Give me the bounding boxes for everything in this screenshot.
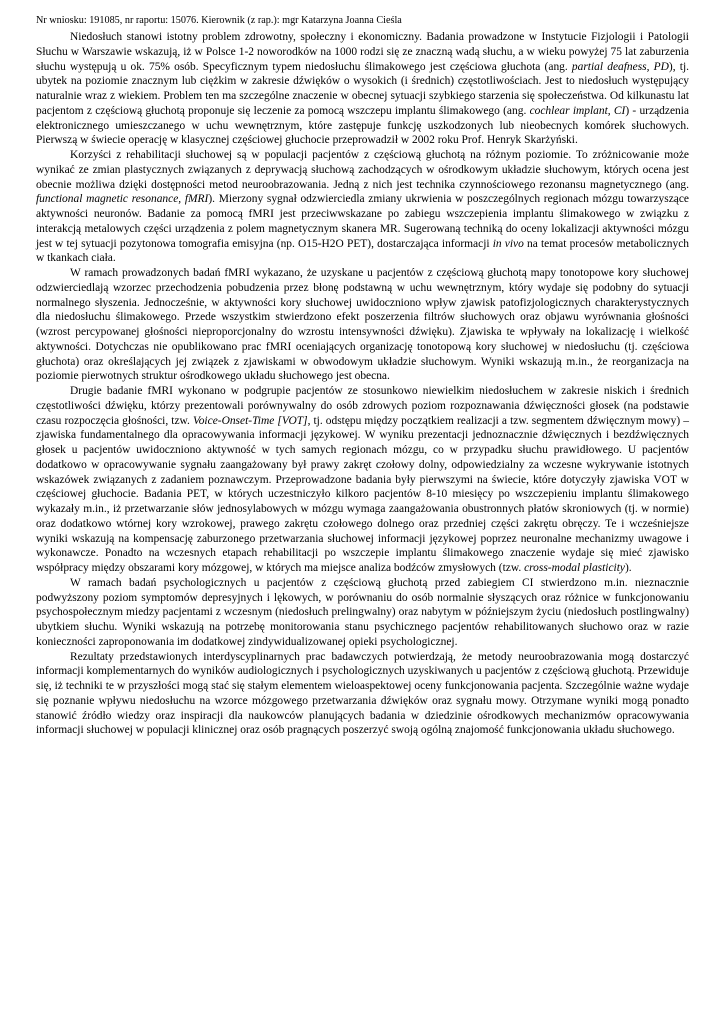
text-run: ) - urządzenia elektronicznego umieszczanego w uchu wewnętrznym, które zastępuje funkcję uszkodzonych lub nieobecnych komórek słuchowych. Pierwszą w świecie operację w klasycznej częściowej głuchocie przeprowadził w 2002 roku Prof. Henryk Skarżyński. <box>36 104 689 147</box>
text-run: Drugie badanie fMRI wykonano w podgrupie pacjentów ze stosunkowo niewielkim niedosłuchem w zakresie niskich i średnich częstotliwości dźwięku, którzy prezentowali porównywalny do osób zdrowych poziom rozpoznawania dźwięczności głosek (na podstawie czasu rozpoczęcia głośności, tzw. <box>36 385 689 427</box>
text-run: ). <box>624 562 632 574</box>
paragraph-psychology <box>36 576 689 650</box>
text-run: W ramach prowadzonych badań fMRI wykazano, że uzyskane u pacjentów z częściową głuchotą mapy tonotopowe kory słuchowej odzwierciedlają wzorzec przechodzenia pobudzenia przez błonę podstawną w uchu wewnętrznym, który wydaje się podobny do sytuacji normalnego słyszenia. Jednocześnie, w aktywności kory słuchowej uwidoczniono wpływ zjawisk patofizjologicznych charakterystycznych dla niedosłuchu ślimakowego. Przede wszystkim stwierdzono efekt poszerzenia filtrów słuchowych oraz objawu wyrównania głośności (wzrost percypowanej głośności nieproporcjonalny do wzrostu intensywności dźwięku). Zjawiska te wpływały na lokalizację i wielkość aktywności. Dotychczas nie opublikowano prac fMRI oceniających organizację tonotopową kory słuchowej w niedosłuchu (tj. częściowa głuchota) oraz określających jej związek z zjawiskami w obwodowym układzie słuchowym. Wyniki wskazują m.in., że reorganizacja na poziomie pierwotnych struktur ośrodkowego układu słuchowego jest obecna. <box>36 267 689 383</box>
text-run: W ramach badań psychologicznych u pacjentów z częściową głuchotą przed zabiegiem CI stwierdzono m.in. nieznacznie podwyższony poziom symptomów depresyjnych i lękowych, w porównaniu do osób normalnie słyszących oraz różnice w funkcjonowaniu psychospołecznym miedzy pacjentami z wczesnym (niedosłuch prelingwalny) oraz nabytym w późniejszym życiu (niedosłuch postlingwalny) ubytkiem słuchu. Wyniki wskazują na potrzebę monitorowania stanu psychicznego pacjentów rehabilitowanych słuchowo oraz w razie konieczności zaproponowania im dodatkowej zindywidualizowanej opieki psychologicznej. <box>36 576 689 648</box>
italic-term: cross-modal plasticity <box>524 562 625 574</box>
paragraph-fmri-study-2 <box>36 384 689 576</box>
text-run: na temat procesów metabolicznych w tkankach ciała. <box>36 237 690 265</box>
italic-term: cochlear implant, CI <box>529 104 626 117</box>
italic-term: in vivo <box>492 237 524 250</box>
text-run: Korzyści z rehabilitacji słuchowej są w populacji pacjentów z częściową głuchotą na różnym poziomie. To zróżnicowanie może wynikać ze zmian plastycznych związanych z deprywacją słuchową zachodzących w ośrodkowym układzie słuchowym, których ocena jest obecnie możliwa dzięki dostępności metod neuroobrazowania. Jedną z nich jest technika czynnościowego rezonansu magnetycznego (ang. <box>36 149 689 191</box>
paragraph-conclusions <box>36 650 689 739</box>
italic-term: functional magnetic resonance, fMRI <box>36 193 209 206</box>
paragraph-fmri-study-1 <box>36 266 689 384</box>
text-run: Niedosłuch stanowi istotny problem zdrowotny, społeczny i ekonomiczny. Badania prowadzone w Instytucie Fizjologii i Patologii Słuchu w Warszawie wskazują, iż w Polsce 1-2 noworodków na 1000 rodzi się ze znaczną wadą słuchu, a w wieku powyżej 75 lat zaburzenia słuchu występują u ok. 75% osób. Specyficznym typem niedosłuchu ślimakowego jest częściowa głuchota (ang. <box>36 31 689 73</box>
italic-term: partial deafness, PD <box>571 60 669 73</box>
paragraph-methods <box>36 148 689 266</box>
text-run: , tj. odstępu między początkiem realizacji a tzw. segmentem dźwięcznym mowy) – zjawiska fundamentalnego dla opracowywania informacji językowej. W wyniku prezentacji jednoznacznie dźwięcznych i bezdźwięcznych głosek u pacjentów uwidoczniono aktywność w tych samych regionach mózgu, co w przypadku słuchu prawidłowego. U pacjentów dodatkowo w opracowywanie sygnału zaangażowany był prawy zakręt czołowy dolny, odpowiedzialny za wczesne wykrywanie istotnych wskazówek związanych z zadaniem poznawczym. Przeprowadzone badania były pierwszymi na świecie, które dotyczyły zjawiska VOT w częściowej głuchocie. Badania PET, w których uczestniczyło kilkoro pacjentów 8-10 miesięcy po wszczepieniu implantu ślimakowego wykazały m.in., iż przetwarzanie słów jednosylabowych w mózgu wymaga zaangażowania obustronnych płatów skroniowych (tj. w normie) oraz dodatkowo wtórnej kory wzrokowej, prawego zakrętu czołowego dolnego oraz przedniej części zakrętu obręczy. Te i wcześniejsze wyniki wskazują na kompensację zaburzonego przetwarzania słuchowej informacji językowej poprzez neuronalne mechanizmy uwagowe i wykonawcze. Ponadto na wczesnych etapach rehabilitacji po wszczepie implantu ślimakowego znaczenie wydaje się mieć zjawisko współpracy między obszarami kory mózgowej, w których ma miejsce analiza bodźców zmysłowych (tzw. <box>36 414 690 574</box>
text-run: ). Mierzony sygnał odzwierciedla zmiany ukrwienia w poszczególnych regionach mózgu towarzyszące aktywności neuronów. Badanie za pomocą fMRI jest przeciwwskazane po zabiegu wszczepienia implantu ślimakowego w związku z interakcją metalowych części urządzenia z polem magnetycznym skanera MR. Sugerowaną techniką do oceny lokalizacji aktywności mózgu jest w tej sytuacji pozytonowa tomografia emisyjna (np. O15-H2O PET), dostarczająca informacji <box>36 193 690 250</box>
report-header: Nr wniosku: 191085, nr raportu: 15076. Kierownik (z rap.): mgr Katarzyna Joanna Cieśla <box>36 15 402 26</box>
text-run: Rezultaty przedstawionych interdyscyplinarnych prac badawczych potwierdzają, że metody neuroobrazowania mogą dostarczyć informacji komplementarnych do wyników audiologicznych i psychologicznych uzyskiwanych u pacjentów z częściową głuchotą. Przewiduje się, iż techniki te w przyszłości mogą stać się stałym elementem wieloaspektowej oceny funkcjonowania pacjenta. Szczególnie ważne wydaje się poznanie wpływu niedosłuchu na wzorce mózgowego przetwarzania dźwięków oraz sygnału mowy. Otrzymane wyniki mogą ponadto stanowić źródło wiedzy oraz inspiracji dla naukowców planujących badania w dziedzinie ośrodkowych mechanizmów opracowywania informacji słuchowej w populacji klinicznej oraz osób pragnących poszerzyć swoją ogólną znajomość funkcjonowania układu słuchowego. <box>36 650 689 737</box>
italic-term: Voice-Onset-Time [VOT] <box>193 414 308 427</box>
paragraph-introduction <box>36 30 689 148</box>
text-run: ), tj. ubytek na poziomie znacznym lub ciężkim w zakresie dźwięków o wysokich (i średnich) częstotliwościach. Jest to niedosłuch występujący naturalnie wraz z wiekiem. Problem ten ma szczególne znaczenie w obecnej sytuacji szybkiego starzenia się społeczeństwa. Od kilkunastu lat pacjentom z częściową głuchotą proponuje się leczenie za pomocą wszczepu implantu ślimakowego (ang. <box>36 60 689 117</box>
